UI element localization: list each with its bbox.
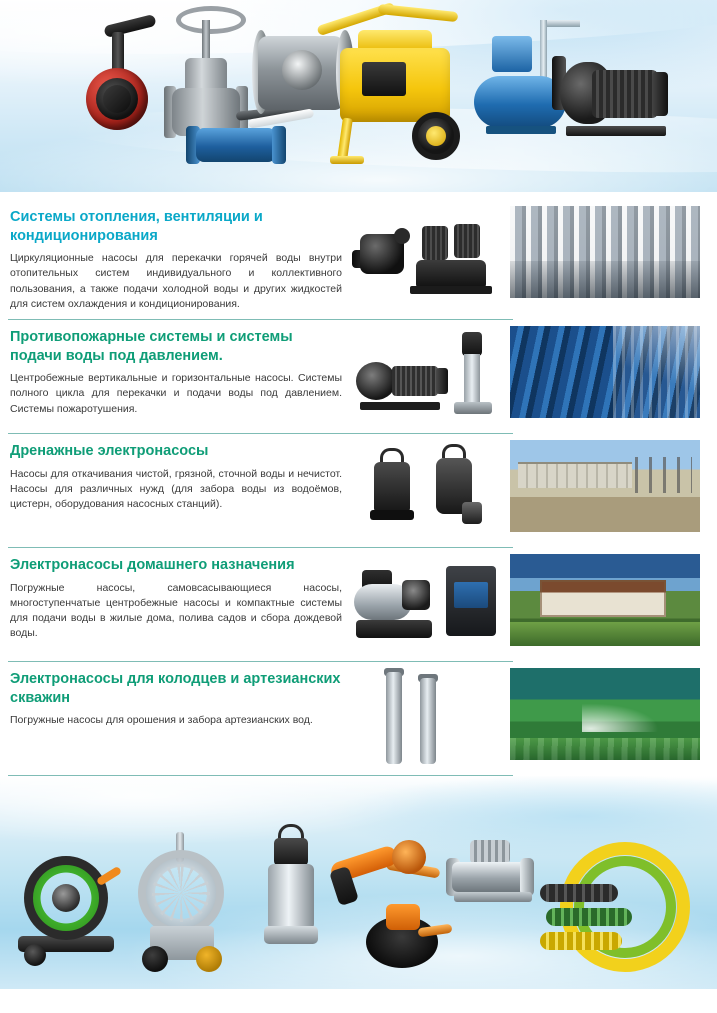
category-product-image-fire-pressure: [350, 326, 510, 426]
chrome-pump-base: [454, 892, 532, 902]
motor-pump-control-panel: [362, 62, 406, 96]
category-row-drainage[interactable]: [0, 434, 717, 548]
category-product-image-drainage: [350, 440, 510, 540]
motor-pump-foot: [330, 156, 364, 164]
stainless-pump-body: [268, 864, 314, 930]
category-list: [0, 192, 717, 776]
category-text-domestic: [10, 554, 350, 641]
drainage-pump-handle-right: [442, 444, 466, 458]
category-description-domestic: Погружные насосы, самовсасывающиеся насосы, многоступенчатые центробежные насосы и компактные системы для подачи воды в жилые дома, полива садов и сбора дождевой воды.: [10, 581, 342, 640]
green-hose-reel-wheel: [24, 944, 46, 966]
category-product-image-domestic: [350, 554, 510, 654]
category-photo-domestic: [510, 554, 700, 646]
category-description-hvac: Циркуляционные насосы для перекачки горячей воды внутри отопительных систем индивидуального и коллективного пользования, а также подачи холодной воды и других жидкостей для систем охлаждения и кондиционирования.: [10, 252, 342, 310]
motor-pump-handle-right: [378, 4, 459, 22]
circulator-pump-terminal-box: [394, 228, 410, 244]
field-irrigation-photo: [510, 668, 700, 760]
category-product-image-hvac: [350, 206, 510, 306]
glass-tower-photo: [510, 326, 700, 418]
sprinkler-head: [386, 904, 420, 930]
tank-pump-pipe-vertical: [540, 20, 547, 80]
ball-valve-ball: [282, 50, 322, 90]
drainage-pump-handle-left: [380, 448, 404, 462]
end-suction-pump-fan-cover: [652, 72, 668, 116]
hose-segment-green: [546, 908, 632, 926]
top-product-banner: [0, 0, 717, 192]
horizontal-pump-base: [360, 402, 440, 410]
category-text-hvac: [10, 206, 350, 312]
stainless-pump-motor: [274, 838, 308, 866]
residential-house-photo: [510, 554, 700, 646]
twin-pump-motor-right: [454, 224, 480, 258]
category-photo-wells: [510, 668, 700, 760]
category-title-drainage: Дренажные электронасосы: [10, 442, 209, 459]
tank-pump-motor: [492, 36, 532, 72]
hose-segment-yellow: [540, 932, 622, 950]
motor-pump-leg: [337, 118, 353, 161]
banner-product-group: [0, 0, 717, 192]
motor-pump-wheel-hub: [426, 126, 446, 146]
booster-set-base: [356, 620, 432, 638]
control-cabinet-panel: [454, 582, 488, 608]
borehole-pump-left: [386, 672, 402, 764]
vertical-pump-motor: [462, 332, 482, 356]
category-description-drainage: Насосы для откачивания чистой, грязной, сточной воды и нечистот. Насосы для различных нужд (для забора воды из водоёмов, цистерн, оборудования насосных станций).: [10, 467, 342, 510]
borehole-pump-right: [420, 678, 436, 764]
category-title-wells: Электронасосы для колодцев и артезианских скважин: [10, 670, 341, 706]
category-title-hvac: Системы отопления, вентиляции и кондиционирования: [10, 209, 263, 244]
drainage-pump-strainer-left: [370, 510, 414, 520]
category-photo-hvac: [510, 206, 700, 298]
metal-cart-wheel-right: [196, 946, 222, 972]
green-hose-reel-hub: [52, 884, 80, 912]
category-description-wells: Погружные насосы для орошения и забора артезианских вод.: [10, 714, 313, 727]
pipes-plantroom-photo: [510, 206, 700, 298]
blue-ball-valve-body: [196, 128, 276, 162]
category-photo-drainage: [510, 440, 700, 532]
gate-valve-handwheel: [176, 6, 246, 34]
horizontal-pump-motor: [392, 366, 438, 396]
category-description-fire-pressure: Центробежные вертикальные и горизонтальные насосы. Системы полного цикла для перекачки и подачи воды под давлением. Системы пожаротушения.: [10, 372, 342, 415]
tank-pump-base: [486, 126, 556, 134]
hose-segment-black: [540, 884, 618, 902]
gate-valve-bonnet: [185, 58, 227, 92]
category-row-wells[interactable]: [0, 662, 717, 776]
category-photo-fire-pressure: [510, 326, 700, 418]
horizontal-pump-fan-cover: [436, 368, 448, 394]
category-product-image-wells: [350, 668, 510, 768]
twin-pump-motor-left: [422, 226, 448, 260]
category-text-fire-pressure: [10, 326, 350, 417]
booster-set-pump-head: [402, 580, 430, 610]
end-suction-pump-motor: [592, 70, 658, 118]
stainless-pump-strainer: [264, 926, 318, 944]
category-row-domestic[interactable]: [0, 548, 717, 662]
category-text-drainage: [10, 440, 350, 512]
gate-valve-stem: [202, 20, 210, 62]
vertical-pump-base: [454, 402, 492, 414]
end-suction-pump-baseplate: [566, 126, 666, 136]
chrome-pump-motor: [470, 840, 510, 864]
category-row-fire-pressure[interactable]: [0, 320, 717, 434]
butterfly-valve-disc: [103, 85, 131, 113]
category-title-fire-pressure: Противопожарные системы и системы подачи воды под давлением.: [10, 328, 293, 364]
drainage-pump-body-left: [374, 462, 410, 514]
category-row-hvac[interactable]: [0, 200, 717, 320]
blue-ball-valve-cap-right: [272, 126, 286, 164]
construction-site-photo: [510, 440, 700, 532]
category-text-wells: [10, 668, 350, 728]
drainage-pump-outlet-right: [462, 502, 482, 524]
vertical-pump-stages: [464, 354, 480, 404]
metal-cart-spokes: [152, 864, 210, 922]
chrome-pump-body: [452, 862, 526, 892]
twin-pump-base: [410, 286, 492, 294]
spray-gun-nozzle: [392, 840, 426, 874]
bottom-product-banner: [0, 776, 717, 989]
butterfly-valve-stem: [112, 32, 124, 72]
category-title-domestic: Электронасосы домашнего назначения: [10, 556, 295, 573]
chrome-pump-flange-right: [520, 858, 534, 896]
metal-cart-wheel-left: [142, 946, 168, 972]
horizontal-pump-volute: [356, 362, 396, 400]
